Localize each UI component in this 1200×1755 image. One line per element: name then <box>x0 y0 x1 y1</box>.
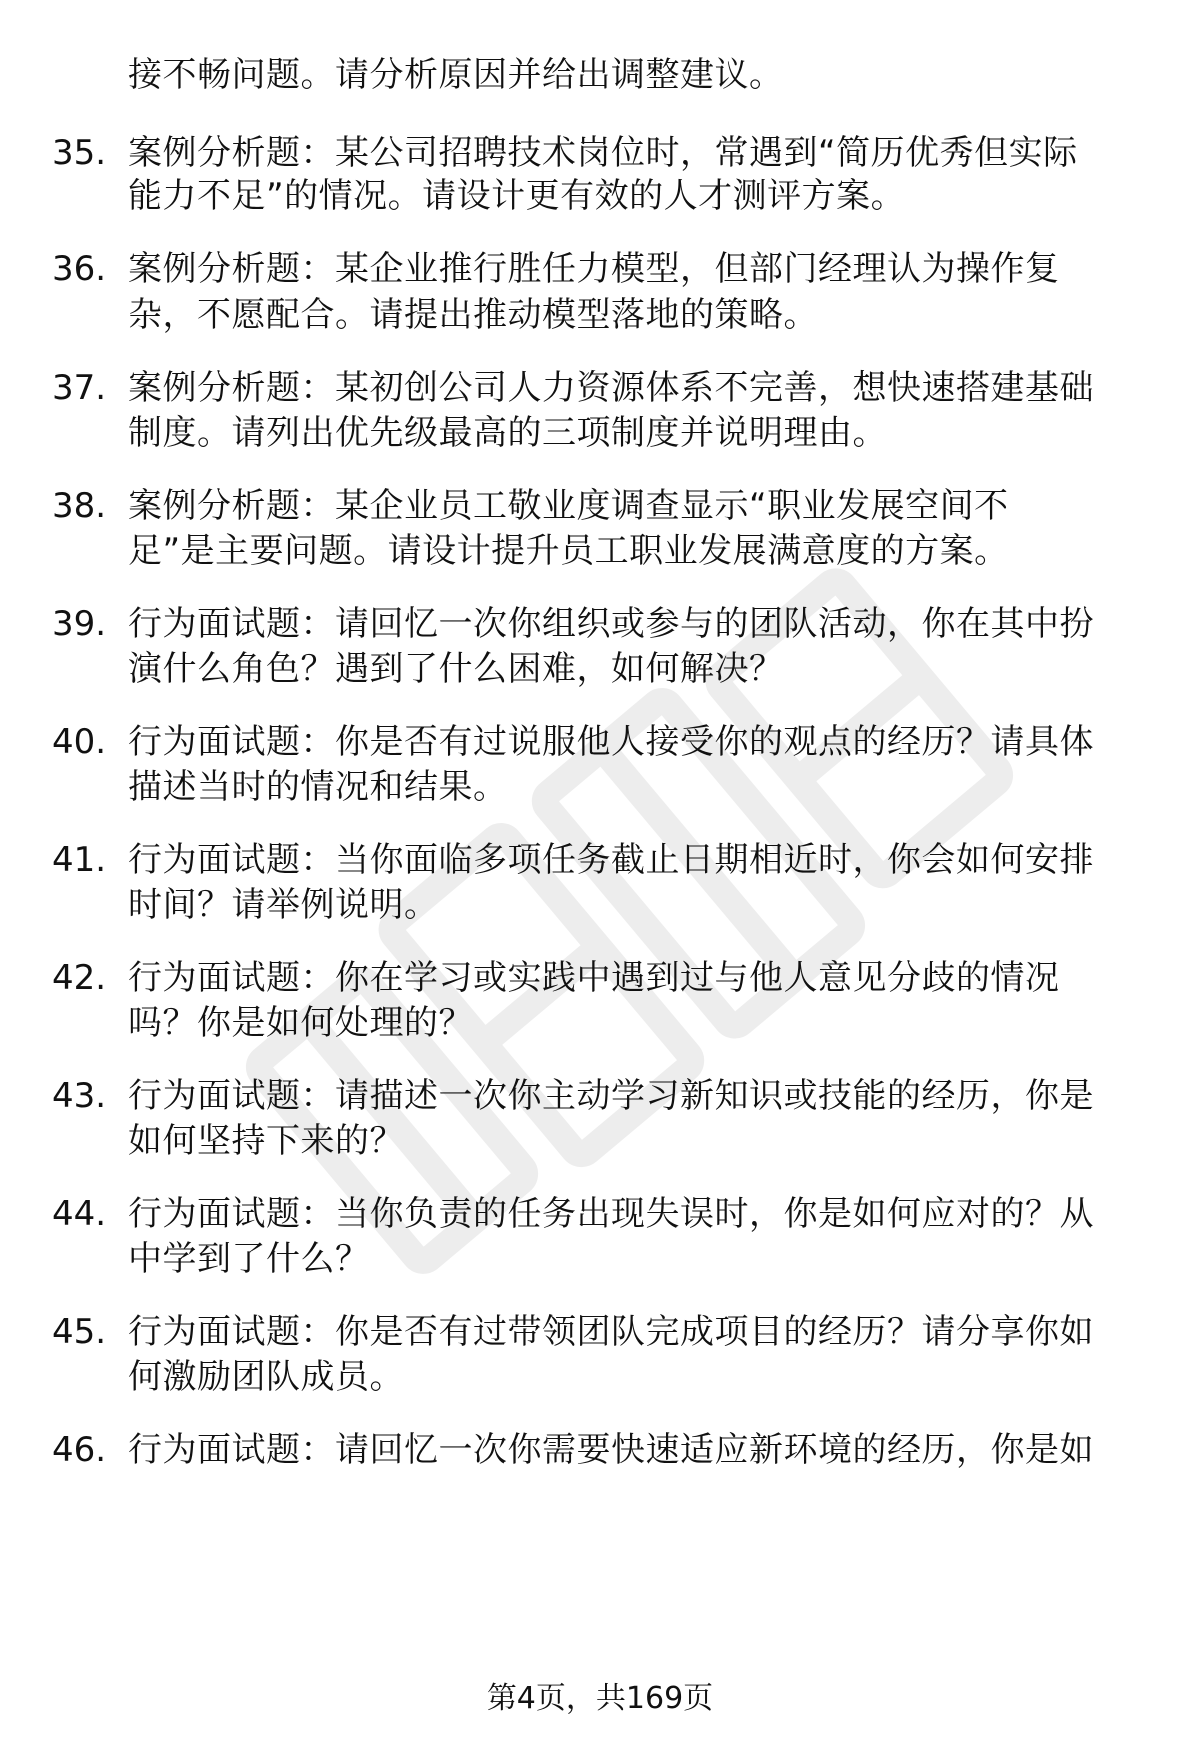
question-text-line: 足”是主要问题。请设计提升员工职业发展满意度的方案。 <box>128 531 1009 571</box>
question-text-line: 描述当时的情况和结果。 <box>128 767 508 807</box>
question-number: 35. <box>52 133 107 173</box>
question-number: 45. <box>52 1312 107 1352</box>
question-text-line: 杂，不愿配合。请提出推动模型落地的策略。 <box>128 295 818 335</box>
page-footer: 第4页，共169页 <box>486 1681 714 1716</box>
question-text-line: 中学到了什么？ <box>128 1239 370 1279</box>
question-number: 37. <box>52 368 107 408</box>
question-number: 39. <box>52 604 107 644</box>
question-text-line: 如何坚持下来的？ <box>128 1121 404 1161</box>
question-text-line: 案例分析题：某企业员工敬业度调查显示“职业发展空间不 <box>128 486 1009 526</box>
question-text-line: 行为面试题：请回忆一次你需要快速适应新环境的经历，你是如 <box>128 1430 1094 1470</box>
question-number: 42. <box>52 958 107 998</box>
intro-continuation-text: 接不畅问题。请分析原因并给出调整建议。 <box>128 55 784 95</box>
question-number: 36. <box>52 249 107 289</box>
question-text-line: 能力不足”的情况。请设计更有效的人才测评方案。 <box>128 176 906 216</box>
question-text-line: 行为面试题：你是否有过带领团队完成项目的经历？请分享你如 <box>128 1312 1094 1352</box>
question-number: 46. <box>52 1430 107 1470</box>
question-text-line: 制度。请列出优先级最高的三项制度并说明理由。 <box>128 413 887 453</box>
question-text-line: 吗？你是如何处理的？ <box>128 1003 473 1043</box>
question-number: 38. <box>52 486 107 526</box>
question-text-line: 行为面试题：你在学习或实践中遇到过与他人意见分歧的情况 <box>128 958 1060 998</box>
question-text-line: 时间？请举例说明。 <box>128 885 439 925</box>
question-number: 43. <box>52 1076 107 1116</box>
question-text-line: 行为面试题：你是否有过说服他人接受你的观点的经历？请具体 <box>128 722 1094 762</box>
question-text-line: 行为面试题：请回忆一次你组织或参与的团队活动，你在其中扮 <box>128 604 1094 644</box>
question-number: 41. <box>52 840 107 880</box>
question-text-line: 演什么角色？遇到了什么困难，如何解决？ <box>128 649 784 689</box>
question-text-line: 行为面试题：请描述一次你主动学习新知识或技能的经历，你是 <box>128 1076 1094 1116</box>
question-number: 44. <box>52 1194 107 1234</box>
question-text-line: 案例分析题：某公司招聘技术岗位时，常遇到“简历优秀但实际 <box>128 133 1078 173</box>
question-text-line: 案例分析题：某初创公司人力资源体系不完善，想快速搭建基础 <box>128 368 1094 408</box>
question-number: 40. <box>52 722 107 762</box>
question-text-line: 行为面试题：当你负责的任务出现失误时，你是如何应对的？从 <box>128 1194 1094 1234</box>
question-text-line: 行为面试题：当你面临多项任务截止日期相近时，你会如何安排 <box>128 840 1094 880</box>
question-text-line: 何激励团队成员。 <box>128 1357 404 1397</box>
question-text-line: 案例分析题：某企业推行胜任力模型，但部门经理认为操作复 <box>128 249 1060 289</box>
